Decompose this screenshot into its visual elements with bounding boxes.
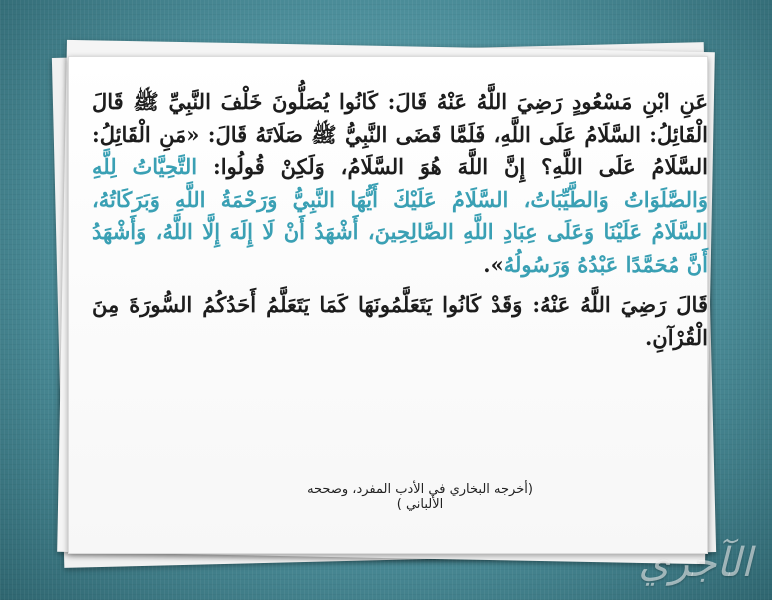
site-logo: الآجري: [638, 540, 752, 586]
hadith-paragraph-1: [92, 86, 708, 281]
tashahhud-highlight: التَّحِيَّاتُ لِلَّهِ وَالصَّلَوَاتُ وَالطَّيِّبَاتُ، السَّلَامُ عَلَيْكَ أَيُّهَا النَّبِيُّ وَرَحْمَةُ اللَّهِ وَبَرَكَاتُهُ، السَّلَامُ عَلَيْنَا وَعَلَى عِبَادِ اللَّهِ الصَّالِحِينَ، أَشْهَدُ أَنْ لَا إِلَهَ إِلَّا اللَّهُ، وَأَشْهَدُ أَنَّ مُحَمَّدًا عَبْدُهُ وَرَسُولُهُ: [92, 154, 708, 277]
source-citation: (أخرجه البخاري في الأدب المفرد، وصححه الألباني ): [307, 482, 533, 512]
hadith-text: [92, 86, 708, 354]
hadith-narration-end: ».: [483, 251, 504, 277]
hadith-paragraph-2: قَالَ رَضِيَ اللَّهُ عَنْهُ: وَقَدْ كَانُوا يَتَعَلَّمُونَهَا كَمَا يَتَعَلَّمُ أَحَدُكُمُ السُّورَةَ مِنَ الْقُرْآنِ.: [92, 292, 708, 350]
hadith-narration: عَنِ ابْنِ مَسْعُودٍ رَضِيَ اللَّهُ عَنْهُ قَالَ: كَانُوا يُصَلُّونَ خَلْفَ النَّبِيِّ ﷺ قَالَ الْقَائِلُ: السَّلَامُ عَلَى اللَّهِ، فَلَمَّا قَضَى النَّبِيُّ ﷺ صَلَاتَهُ قَالَ: «مَنِ الْقَائِلُ: السَّلَامُ عَلَى اللَّهِ؟ إِنَّ اللَّهَ هُوَ السَّلَامُ، وَلَكِنْ قُولُوا:: [92, 89, 708, 179]
